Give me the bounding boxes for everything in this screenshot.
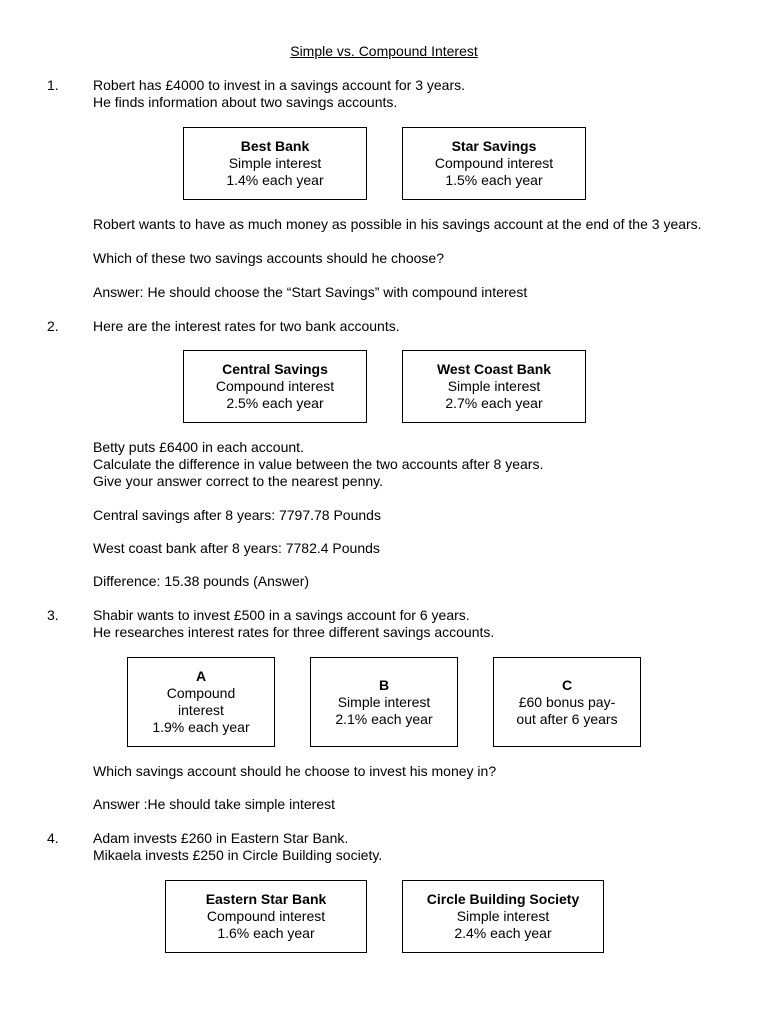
question-3-line-2: He researches interest rates for three different savings accounts. — [93, 624, 495, 640]
question-2-line-1: Here are the interest rates for two bank accounts. — [93, 318, 400, 334]
west-coast-bank-rate: 2.7% each year — [445, 395, 543, 411]
option-b-title: B — [378, 676, 390, 693]
option-a-line-1: Compound — [166, 685, 236, 701]
circle-building-society-interest-type: Simple interest — [456, 908, 550, 924]
question-4-number: 4. — [47, 830, 59, 846]
west-coast-bank-box — [402, 350, 586, 423]
question-2-answer-2: West coast bank after 8 years: 7782.4 Pounds — [93, 540, 380, 556]
question-1-line-2: He finds information about two savings accounts. — [93, 94, 398, 110]
option-a-box — [127, 657, 275, 747]
question-3-line-1: Shabir wants to invest £500 in a savings account for 6 years. — [93, 607, 470, 623]
star-savings-interest-type: Compound interest — [434, 155, 554, 171]
eastern-star-bank-interest-type: Compound interest — [206, 908, 326, 924]
option-b-interest-type: Simple interest — [337, 693, 431, 710]
option-a-rate: 1.9% each year — [152, 719, 250, 735]
eastern-star-bank-box — [165, 880, 367, 953]
question-3-number: 3. — [47, 607, 59, 623]
question-2-number: 2. — [47, 318, 59, 334]
circle-building-society-title: Circle Building Society — [426, 891, 580, 907]
star-savings-title: Star Savings — [451, 138, 537, 154]
question-2-paragraph-1: Betty puts £6400 in each account. — [93, 439, 304, 455]
option-a-title: A — [195, 668, 207, 684]
question-1-answer: Answer: He should choose the “Start Savings” with compound interest — [93, 284, 528, 300]
option-c-line-1: £60 bonus pay- — [518, 693, 616, 710]
question-1-number: 1. — [47, 77, 59, 93]
option-b-box — [310, 657, 458, 747]
question-2-paragraph-3: Give your answer correct to the nearest penny. — [93, 473, 383, 489]
option-c-title: C — [561, 676, 573, 693]
circle-building-society-box — [402, 880, 604, 953]
best-bank-rate: 1.4% each year — [226, 172, 324, 188]
eastern-star-bank-rate: 1.6% each year — [217, 925, 315, 941]
question-2-paragraph-2: Calculate the difference in value between the two accounts after 8 years. — [93, 456, 544, 472]
option-a-line-2: interest — [178, 702, 224, 718]
question-1-prompt: Which of these two savings accounts should he choose? — [93, 250, 444, 266]
central-savings-interest-type: Compound interest — [215, 378, 335, 394]
west-coast-bank-interest-type: Simple interest — [447, 378, 541, 394]
question-3-prompt: Which savings account should he choose to invest his money in? — [93, 763, 497, 779]
circle-building-society-rate: 2.4% each year — [454, 925, 552, 941]
best-bank-title: Best Bank — [240, 138, 310, 154]
star-savings-box — [402, 127, 586, 200]
best-bank-box — [183, 127, 367, 200]
west-coast-bank-title: West Coast Bank — [436, 361, 552, 377]
question-4-line-2: Mikaela invests £250 in Circle Building society. — [93, 847, 383, 863]
question-1-line-1: Robert has £4000 to invest in a savings account for 3 years. — [93, 77, 465, 93]
option-c-line-2: out after 6 years — [516, 710, 618, 727]
best-bank-interest-type: Simple interest — [228, 155, 322, 171]
central-savings-box — [183, 350, 367, 423]
page-title: Simple vs. Compound Interest — [290, 43, 478, 59]
central-savings-title: Central Savings — [222, 361, 328, 377]
question-1-paragraph: Robert wants to have as much money as possible in his savings account at the end of the 3 years. — [93, 216, 702, 232]
question-2-answer-1: Central savings after 8 years: 7797.78 Pounds — [93, 507, 381, 523]
option-b-rate: 2.1% each year — [335, 710, 433, 727]
central-savings-rate: 2.5% each year — [226, 395, 324, 411]
question-3-answer: Answer :He should take simple interest — [93, 796, 335, 812]
question-2-answer-3: Difference: 15.38 pounds (Answer) — [93, 573, 310, 589]
eastern-star-bank-title: Eastern Star Bank — [205, 891, 327, 907]
option-c-box — [493, 657, 641, 747]
question-4-line-1: Adam invests £260 in Eastern Star Bank. — [93, 830, 349, 846]
star-savings-rate: 1.5% each year — [445, 172, 543, 188]
